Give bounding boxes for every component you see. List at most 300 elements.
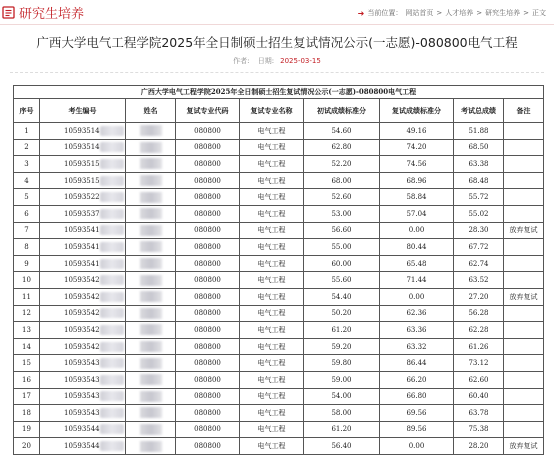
row-number <box>14 172 40 189</box>
row-number-text: 12 <box>22 309 31 318</box>
initial-score <box>304 139 380 156</box>
column-header: 序号 <box>14 99 40 123</box>
retest-score-text: 63.32 <box>406 342 427 351</box>
redacted-mask <box>100 408 124 418</box>
total-score-text: 68.48 <box>468 176 489 185</box>
candidate-id <box>40 421 126 438</box>
row-number <box>14 272 40 289</box>
redacted-mask <box>100 325 124 335</box>
table-row <box>14 205 544 222</box>
program-code <box>176 172 240 189</box>
initial-score <box>304 305 380 322</box>
program-code <box>176 139 240 156</box>
program-code <box>176 438 240 455</box>
retest-score <box>380 322 454 339</box>
retest-score-text: 86.44 <box>406 359 427 368</box>
row-number <box>14 156 40 173</box>
total-score-text: 68.50 <box>468 143 489 152</box>
candidate-id-text: 10593514 <box>64 126 100 135</box>
remark <box>504 388 544 405</box>
table-row <box>14 255 544 272</box>
initial-score-text: 55.00 <box>331 242 352 251</box>
table-row <box>14 123 544 140</box>
total-score-text: 28.20 <box>468 442 489 451</box>
initial-score-text: 68.00 <box>331 176 352 185</box>
redacted-mask <box>140 391 162 402</box>
retest-score-text: 66.20 <box>406 375 427 384</box>
program-name-text: 电气工程 <box>257 375 286 384</box>
program-code-text: 080800 <box>194 259 221 268</box>
initial-score-text: 56.40 <box>331 442 352 451</box>
retest-score-text: 63.36 <box>406 325 427 334</box>
candidate-id <box>40 288 126 305</box>
program-code <box>176 371 240 388</box>
program-name-text: 电气工程 <box>257 143 286 152</box>
column-header: 复试成绩标准分 <box>380 99 454 123</box>
redacted-mask <box>140 358 162 369</box>
row-number-text: 2 <box>24 143 29 152</box>
initial-score <box>304 288 380 305</box>
program-code <box>176 123 240 140</box>
initial-score <box>304 371 380 388</box>
table-row <box>14 322 544 339</box>
table-row <box>14 355 544 372</box>
retest-score-text: 74.20 <box>406 143 427 152</box>
program-name <box>240 156 304 173</box>
document-icon <box>2 6 15 19</box>
redacted-mask <box>100 259 124 269</box>
candidate-name <box>126 338 176 355</box>
table-row <box>14 371 544 388</box>
row-number <box>14 438 40 455</box>
initial-score-text: 54.40 <box>331 292 352 301</box>
candidate-id <box>40 139 126 156</box>
candidate-id-text: 10593522 <box>64 193 100 202</box>
program-name-text: 电气工程 <box>257 425 286 434</box>
retest-score-text: 74.56 <box>406 159 427 168</box>
total-score-text: 27.20 <box>468 292 489 301</box>
total-score-text: 60.40 <box>468 392 489 401</box>
retest-score-text: 0.00 <box>408 442 425 451</box>
retest-score <box>380 172 454 189</box>
remark <box>504 239 544 256</box>
retest-score-text: 0.00 <box>408 226 425 235</box>
program-code <box>176 288 240 305</box>
total-score-text: 63.38 <box>468 159 489 168</box>
total-score-text: 73.12 <box>468 359 489 368</box>
candidate-id-text: 10593543 <box>64 375 100 384</box>
remark-text: 放弃复试 <box>509 292 538 301</box>
candidate-id <box>40 355 126 372</box>
redacted-mask <box>140 441 162 452</box>
initial-score-text: 61.20 <box>331 325 352 334</box>
publish-date: 2025-03-15 <box>280 57 321 65</box>
program-code-text: 080800 <box>194 425 221 434</box>
row-number <box>14 189 40 206</box>
program-code-text: 080800 <box>194 392 221 401</box>
candidate-id <box>40 438 126 455</box>
total-score <box>454 172 504 189</box>
remark <box>504 405 544 422</box>
remark <box>504 371 544 388</box>
program-code <box>176 421 240 438</box>
initial-score <box>304 272 380 289</box>
redacted-mask <box>100 342 124 352</box>
table-row <box>14 338 544 355</box>
program-code <box>176 338 240 355</box>
row-number <box>14 222 40 239</box>
program-code-text: 080800 <box>194 375 221 384</box>
program-name-text: 电气工程 <box>257 126 286 135</box>
candidate-id <box>40 305 126 322</box>
candidate-id-text: 10593541 <box>64 259 100 268</box>
breadcrumb-graduate[interactable]: 研究生培养 <box>485 9 521 17</box>
table-row <box>14 156 544 173</box>
initial-score-text: 59.00 <box>331 375 352 384</box>
row-number-text: 8 <box>24 242 29 251</box>
initial-score <box>304 189 380 206</box>
retest-score <box>380 371 454 388</box>
program-code-text: 080800 <box>194 209 221 218</box>
retest-score <box>380 239 454 256</box>
program-code <box>176 189 240 206</box>
retest-score-text: 62.36 <box>406 309 427 318</box>
program-code <box>176 239 240 256</box>
redacted-mask <box>100 424 124 434</box>
retest-score-text: 71.44 <box>406 276 427 285</box>
remark <box>504 338 544 355</box>
initial-score <box>304 388 380 405</box>
redacted-mask <box>100 225 124 235</box>
initial-score-text: 61.20 <box>331 425 352 434</box>
initial-score-text: 54.00 <box>331 392 352 401</box>
total-score-text: 55.02 <box>468 209 489 218</box>
candidate-name <box>126 255 176 272</box>
retest-score-text: 80.44 <box>406 242 427 251</box>
row-number-text: 5 <box>24 193 29 202</box>
redacted-mask <box>100 176 124 186</box>
program-code-text: 080800 <box>194 276 221 285</box>
row-number-text: 4 <box>24 176 29 185</box>
initial-score <box>304 355 380 372</box>
total-score-text: 63.78 <box>468 408 489 417</box>
table-row <box>14 172 544 189</box>
table-row <box>14 388 544 405</box>
retest-score <box>380 405 454 422</box>
row-number <box>14 421 40 438</box>
candidate-id-text: 10593514 <box>64 143 100 152</box>
candidate-name <box>126 222 176 239</box>
initial-score <box>304 438 380 455</box>
program-name <box>240 438 304 455</box>
initial-score-text: 54.60 <box>331 126 352 135</box>
row-number <box>14 239 40 256</box>
initial-score-text: 59.20 <box>331 342 352 351</box>
breadcrumb-separator: > <box>476 9 483 17</box>
program-name-text: 电气工程 <box>257 309 286 318</box>
program-name-text: 电气工程 <box>257 276 286 285</box>
row-number <box>14 288 40 305</box>
initial-score <box>304 123 380 140</box>
candidate-id-text: 10593543 <box>64 392 100 401</box>
candidate-name <box>126 172 176 189</box>
candidate-name <box>126 322 176 339</box>
total-score-text: 63.52 <box>468 276 489 285</box>
table-row <box>14 189 544 206</box>
candidate-id-text: 10593542 <box>64 292 100 301</box>
total-score-text: 67.72 <box>468 242 489 251</box>
retest-score <box>380 139 454 156</box>
section-title <box>2 3 84 22</box>
redacted-mask <box>100 275 124 285</box>
initial-score-text: 55.60 <box>331 276 352 285</box>
initial-score <box>304 255 380 272</box>
program-name-text: 电气工程 <box>257 392 286 401</box>
program-code-text: 080800 <box>194 176 221 185</box>
redacted-mask <box>100 441 124 451</box>
candidate-id-text: 10593537 <box>64 209 100 218</box>
total-score-text: 55.72 <box>468 193 489 202</box>
retest-score <box>380 305 454 322</box>
initial-score <box>304 338 380 355</box>
remark <box>504 123 544 140</box>
candidate-id-text: 10593544 <box>64 425 100 434</box>
retest-score <box>380 222 454 239</box>
row-number-text: 9 <box>24 259 29 268</box>
program-name <box>240 355 304 372</box>
program-code-text: 080800 <box>194 342 221 351</box>
program-code-text: 080800 <box>194 143 221 152</box>
redacted-mask <box>100 242 124 252</box>
results-table <box>13 85 544 455</box>
redacted-mask <box>100 209 124 219</box>
total-score <box>454 139 504 156</box>
candidate-name <box>126 205 176 222</box>
candidate-id-text: 10593542 <box>64 309 100 318</box>
program-code <box>176 405 240 422</box>
program-name <box>240 322 304 339</box>
redacted-mask <box>140 125 162 136</box>
redacted-mask <box>100 192 124 202</box>
breadcrumb-separator: > <box>436 9 443 17</box>
table-row <box>14 421 544 438</box>
table-header-row <box>14 99 544 123</box>
row-number-text: 11 <box>22 292 31 301</box>
candidate-name <box>126 288 176 305</box>
retest-score-text: 49.16 <box>406 126 427 135</box>
remark <box>504 272 544 289</box>
row-number <box>14 123 40 140</box>
initial-score <box>304 222 380 239</box>
candidate-id <box>40 205 126 222</box>
row-number-text: 10 <box>22 276 31 285</box>
article-meta <box>0 56 554 66</box>
retest-score <box>380 255 454 272</box>
remark <box>504 156 544 173</box>
column-header: 备注 <box>504 99 544 123</box>
initial-score <box>304 421 380 438</box>
table-row <box>14 288 544 305</box>
initial-score-text: 58.00 <box>331 408 352 417</box>
total-score-text: 62.28 <box>468 325 489 334</box>
redacted-mask <box>140 142 162 153</box>
redacted-mask <box>140 324 162 335</box>
candidate-id <box>40 222 126 239</box>
candidate-id <box>40 371 126 388</box>
program-name <box>240 405 304 422</box>
program-name-text: 电气工程 <box>257 159 286 168</box>
retest-score-text: 69.56 <box>406 408 427 417</box>
program-code <box>176 355 240 372</box>
program-code-text: 080800 <box>194 359 221 368</box>
page-title: 广西大学电气工程学院2025年全日制硕士招生复试情况公示(一志愿)-080800电气工程 <box>36 35 518 50</box>
program-name-text: 电气工程 <box>257 193 286 202</box>
section-title-text: 研究生培养 <box>19 7 85 22</box>
program-code <box>176 255 240 272</box>
program-name-text: 电气工程 <box>257 359 286 368</box>
redacted-mask <box>140 424 162 435</box>
program-code-text: 080800 <box>194 442 221 451</box>
redacted-mask <box>100 142 124 152</box>
remark <box>504 305 544 322</box>
table-row <box>14 239 544 256</box>
total-score <box>454 371 504 388</box>
redacted-mask <box>140 291 162 302</box>
redacted-mask <box>140 308 162 319</box>
retest-score <box>380 123 454 140</box>
program-name <box>240 338 304 355</box>
divider <box>10 72 544 73</box>
candidate-name <box>126 239 176 256</box>
program-code <box>176 156 240 173</box>
total-score-text: 51.88 <box>468 126 489 135</box>
row-number <box>14 338 40 355</box>
program-name-text: 电气工程 <box>257 442 286 451</box>
candidate-id-text: 10593542 <box>64 276 100 285</box>
candidate-id <box>40 338 126 355</box>
program-name <box>240 305 304 322</box>
candidate-id <box>40 388 126 405</box>
candidate-id <box>40 156 126 173</box>
candidate-name <box>126 438 176 455</box>
program-name-text: 电气工程 <box>257 176 286 185</box>
total-score <box>454 322 504 339</box>
remark <box>504 222 544 239</box>
breadcrumb <box>358 8 546 18</box>
candidate-name <box>126 139 176 156</box>
retest-score <box>380 355 454 372</box>
row-number <box>14 139 40 156</box>
total-score <box>454 272 504 289</box>
total-score <box>454 239 504 256</box>
program-code-text: 080800 <box>194 159 221 168</box>
row-number-text: 20 <box>22 442 31 451</box>
total-score <box>454 355 504 372</box>
initial-score-text: 50.20 <box>331 309 352 318</box>
remark <box>504 172 544 189</box>
row-number-text: 17 <box>22 392 31 401</box>
retest-score <box>380 288 454 305</box>
table-row <box>14 438 544 455</box>
remark <box>504 139 544 156</box>
program-name <box>240 255 304 272</box>
redacted-mask <box>140 192 162 203</box>
column-header: 复试专业代码 <box>176 99 240 123</box>
total-score-text: 61.26 <box>468 342 489 351</box>
initial-score-text: 59.80 <box>331 359 352 368</box>
program-code-text: 080800 <box>194 292 221 301</box>
remark <box>504 421 544 438</box>
breadcrumb-home[interactable]: 网站首页 <box>405 9 434 17</box>
program-code-text: 080800 <box>194 126 221 135</box>
total-score <box>454 388 504 405</box>
initial-score-text: 53.00 <box>331 209 352 218</box>
redacted-mask <box>100 358 124 368</box>
retest-score <box>380 156 454 173</box>
breadcrumb-talent[interactable]: 人才培养 <box>445 9 474 17</box>
candidate-id-text: 10593543 <box>64 359 100 368</box>
program-name <box>240 139 304 156</box>
row-number <box>14 355 40 372</box>
total-score <box>454 156 504 173</box>
table-caption: 广西大学电气工程学院2025年全日制硕士招生复试情况公示(一志愿)-080800电气工程 <box>14 86 544 99</box>
breadcrumb-current: 正文 <box>532 9 546 17</box>
candidate-id-text: 10593515 <box>64 176 100 185</box>
retest-score-text: 57.04 <box>406 209 427 218</box>
row-number <box>14 305 40 322</box>
initial-score <box>304 205 380 222</box>
retest-score <box>380 388 454 405</box>
row-number <box>14 322 40 339</box>
retest-score <box>380 338 454 355</box>
program-code <box>176 322 240 339</box>
program-name-text: 电气工程 <box>257 408 286 417</box>
initial-score-text: 52.20 <box>331 159 352 168</box>
table-row <box>14 139 544 156</box>
top-bar <box>0 0 554 25</box>
initial-score-text: 60.00 <box>331 259 352 268</box>
candidate-name <box>126 189 176 206</box>
row-number <box>14 205 40 222</box>
redacted-mask <box>100 375 124 385</box>
column-header: 考生编号 <box>40 99 126 123</box>
breadcrumb-separator: > <box>523 9 529 17</box>
row-number-text: 15 <box>22 359 31 368</box>
program-code-text: 080800 <box>194 309 221 318</box>
program-name <box>240 189 304 206</box>
initial-score <box>304 172 380 189</box>
program-code <box>176 222 240 239</box>
remark <box>504 189 544 206</box>
remark <box>504 205 544 222</box>
program-name-text: 电气工程 <box>257 325 286 334</box>
row-number-text: 1 <box>24 126 29 135</box>
candidate-id-text: 10593515 <box>64 159 100 168</box>
total-score <box>454 189 504 206</box>
row-number-text: 18 <box>22 408 31 417</box>
row-number <box>14 388 40 405</box>
location-label: 当前位置： <box>367 9 403 17</box>
retest-score <box>380 421 454 438</box>
total-score-text: 56.28 <box>468 309 489 318</box>
retest-score-text: 58.84 <box>406 193 427 202</box>
total-score <box>454 222 504 239</box>
program-code-text: 080800 <box>194 193 221 202</box>
remark <box>504 322 544 339</box>
retest-score <box>380 205 454 222</box>
column-header: 初试成绩标准分 <box>304 99 380 123</box>
redacted-mask <box>140 208 162 219</box>
